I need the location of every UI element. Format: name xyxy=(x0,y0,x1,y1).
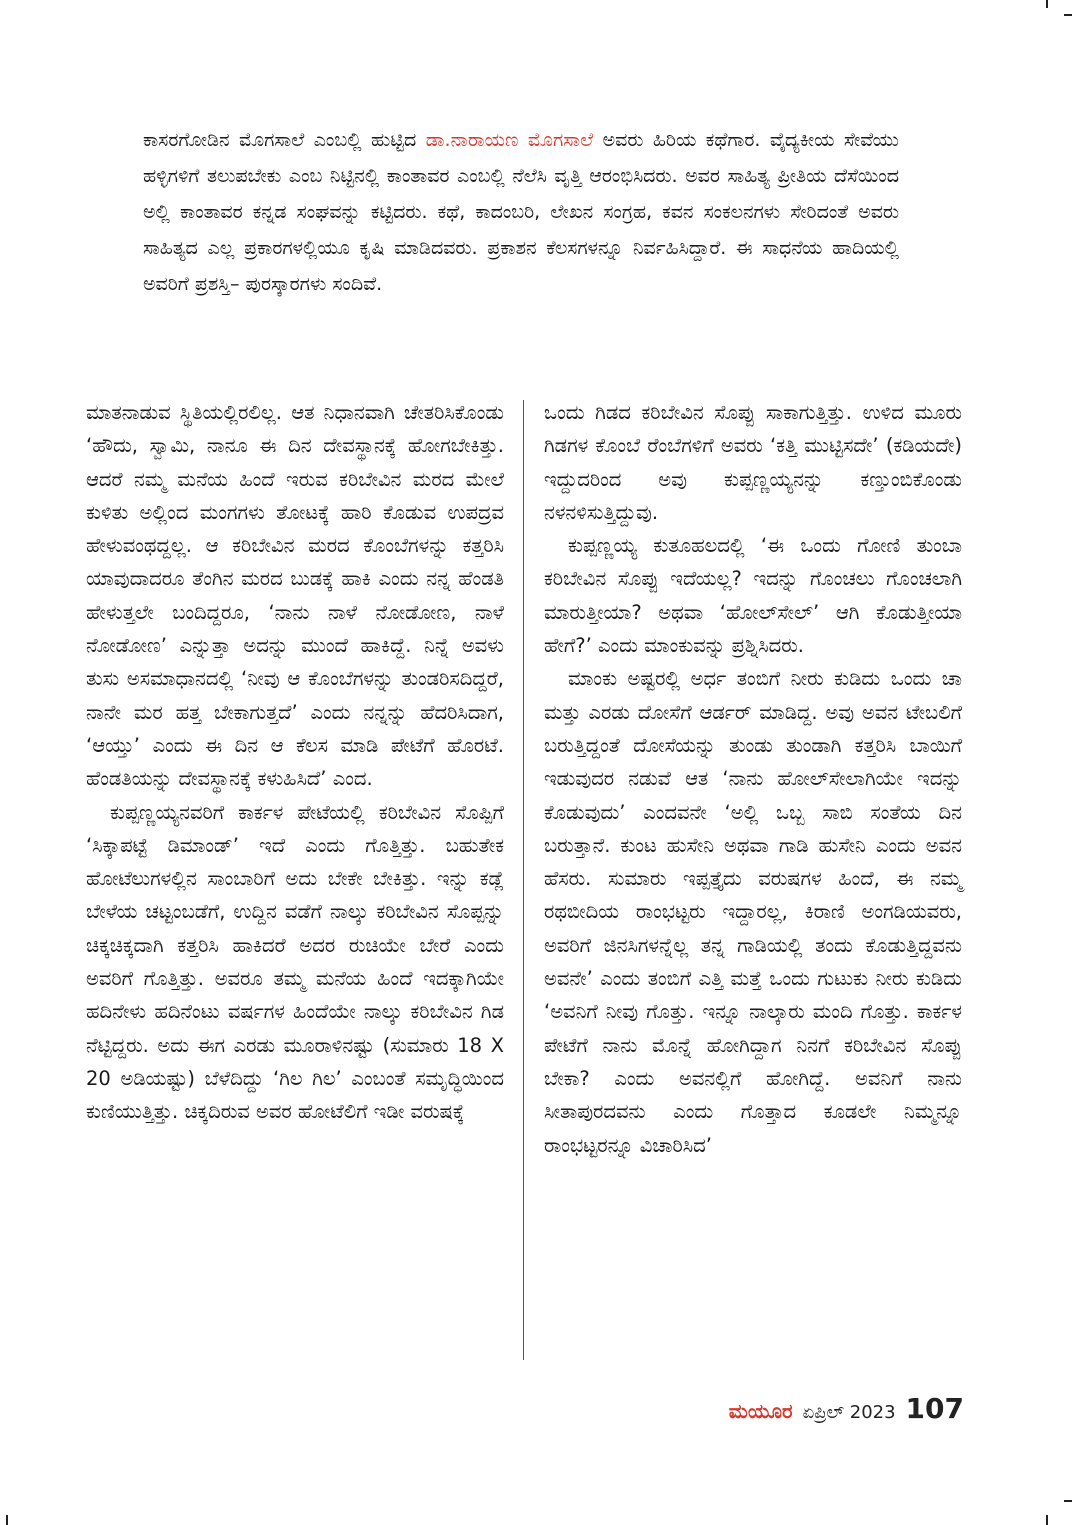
crop-mark-bottom-left xyxy=(6,1515,8,1525)
issue-date: ಏಪ್ರಿಲ್ 2023 xyxy=(802,1402,896,1423)
author-name: ಡಾ.ನಾರಾಯಣ ಮೊಗಸಾಲೆ xyxy=(425,129,594,151)
column-divider xyxy=(523,400,524,1360)
crop-mark-top-right xyxy=(1046,0,1048,8)
paragraph: ಕುಪ್ಪಣ್ಣಯ್ಯ ಕುತೂಹಲದಲ್ಲಿ ‘ಈ ಒಂದು ಗೋಣಿ ತುಂಬಾ ಕರಿಬೇವಿನ ಸೊಪ್ಪು ಇದೆಯಲ್ಲ? ಇದನ್ನು ಗೊಂಚಲು ಗೊಂಚಲಾಗಿ ಮಾರುತ್ತೀಯಾ? ಅಥವಾ ‘ಹೋಲ್‌ಸೇಲ್’ ಆಗಿ ಕೊಡುತ್ತೀಯಾ ಹೇಗೆ?’ ಎಂದು ಮಾಂಕುವನ್ನು ಪ್ರಶ್ನಿಸಿದರು. xyxy=(544,534,962,658)
paragraph: ಮಾಂಕು ಅಷ್ಟರಲ್ಲಿ ಅರ್ಧ ತಂಬಿಗೆ ನೀರು ಕುಡಿದು ಒಂದು ಚಾ ಮತ್ತು ಎರಡು ದೋಸೆಗೆ ಆರ್ಡರ್ ಮಾಡಿದ್ದ. ಅವು ಅವನ ಟೇಬಲಿಗೆ ಬರುತ್ತಿದ್ದಂತೆ ದೋಸೆಯನ್ನು ತುಂಡು ತುಂಡಾಗಿ ಕತ್ತರಿಸಿ ಬಾಯಿಗೆ ಇಡುವುದರ ನಡುವೆ ಆತ ‘ನಾನು ಹೋಲ್‌ಸೇಲಾಗಿಯೇ ಇದನ್ನು ಕೊಡುವುದು’ ಎಂದವನೇ ‘ಅಲ್ಲಿ ಒಬ್ಬ ಸಾಬಿ ಸಂತೆಯ ದಿನ ಬರುತ್ತಾನೆ. ಕುಂಟ ಹುಸೇನಿ ಅಥವಾ ಗಾಡಿ ಹುಸೇನಿ ಎಂದು ಅವನ ಹೆಸರು. ಸುಮಾರು ಇಪ್ಪತ್ತೈದು ವರುಷಗಳ ಹಿಂದೆ, ಈ ನಮ್ಮ ರಥಬೀದಿಯ ರಾಂಭಟ್ಟರು ಇದ್ದಾರಲ್ಲ, ಕಿರಾಣಿ ಅಂಗಡಿಯವರು, ಅವರಿಗೆ ಜಿನಸಿಗಳನ್ನೆಲ್ಲ ತನ್ನ ಗಾಡಿಯಲ್ಲಿ ತಂದು ಕೊಡುತ್ತಿದ್ದವನು ಅವನೇ’ ಎಂದು ತಂಬಿಗೆ ಎತ್ತಿ ಮತ್ತೆ ಒಂದು ಗುಟುಕು ನೀರು ಕುಡಿದು ‘ಅವನಿಗೆ ನೀವು ಗೊತ್ತು. ಇನ್ನೂ ನಾಲ್ಕಾರು ಮಂದಿ ಗೊತ್ತು. ಕಾರ್ಕಳ ಪೇಟೆಗೆ ನಾನು ಮೊನ್ನೆ ಹೋಗಿದ್ದಾಗ ನಿನಗೆ ಕರಿಬೇವಿನ ಸೊಪ್ಪು ಬೇಕಾ? ಎಂದು ಅವನಲ್ಲಿಗೆ ಹೋಗಿದ್ದೆ. ಅವನಿಗೆ ನಾನು ಸೀತಾಪುರದವನು ಎಂದು ಗೊತ್ತಾದ ಕೂಡಲೇ ನಿಮ್ಮನ್ನೂ ರಾಂಭಟ್ಟರನ್ನೂ ವಿಚಾರಿಸಿದ’ xyxy=(544,667,962,1157)
magazine-logo: ಮಯೂರ xyxy=(728,1399,793,1423)
page-number: 107 xyxy=(905,1392,964,1425)
right-column xyxy=(544,396,962,1162)
crop-mark-right-lower xyxy=(1064,1500,1072,1502)
paragraph: ಮಾತನಾಡುವ ಸ್ಥಿತಿಯಲ್ಲಿರಲಿಲ್ಲ. ಆತ ನಿಧಾನವಾಗಿ ಚೇತರಿಸಿಕೊಂಡು ‘ಹೌದು, ಸ್ವಾಮಿ, ನಾನೂ ಈ ದಿನ ದೇವಸ್ಥಾನಕ್ಕೆ ಹೋಗಬೇಕಿತ್ತು. ಆದರೆ ನಮ್ಮ ಮನೆಯ ಹಿಂದೆ ಇರುವ ಕರಿಬೇವಿನ ಮರದ ಮೇಲೆ ಕುಳಿತು ಅಲ್ಲಿಂದ ಮಂಗಗಳು ತೋಟಕ್ಕೆ ಹಾರಿ ಕೊಡುವ ಉಪದ್ರವ ಹೇಳುವಂಥದ್ದಲ್ಲ. ಆ ಕರಿಬೇವಿನ ಮರದ ಕೊಂಬೆಗಳನ್ನು ಕತ್ತರಿಸಿ ಯಾವುದಾದರೂ ತೆಂಗಿನ ಮರದ ಬುಡಕ್ಕೆ ಹಾಕಿ ಎಂದು ನನ್ನ ಹೆಂಡತಿ ಹೇಳುತ್ತಲೇ ಬಂದಿದ್ದರೂ, ‘ನಾನು ನಾಳೆ ನೋಡೋಣ, ನಾಳೆ ನೋಡೋಣ’ ಎನ್ನುತ್ತಾ ಅದನ್ನು ಮುಂದೆ ಹಾಕಿದ್ದೆ. ನಿನ್ನೆ ಅವಳು ತುಸು ಅಸಮಾಧಾನದಲ್ಲಿ ‘ನೀವು ಆ ಕೊಂಬೆಗಳನ್ನು ತುಂಡರಿಸದಿದ್ದರೆ, ನಾನೇ ಮರ ಹತ್ತ ಬೇಕಾಗುತ್ತದೆ’ ಎಂದು ನನ್ನನ್ನು ಹೆದರಿಸಿದಾಗ, ‘ಆಯ್ತು’ ಎಂದು ಈ ದಿನ ಆ ಕೆಲಸ ಮಾಡಿ ಪೇಟೆಗೆ ಹೊರಟೆ. ಹೆಂಡತಿಯನ್ನು ದೇವಸ್ಥಾನಕ್ಕೆ ಕಳುಹಿಸಿದೆ’ ಎಂದ. xyxy=(86,401,504,791)
crop-mark-right-upper xyxy=(1064,14,1072,16)
paragraph: ಒಂದು ಗಿಡದ ಕರಿಬೇವಿನ ಸೊಪ್ಪು ಸಾಕಾಗುತ್ತಿತ್ತು. ಉಳಿದ ಮೂರು ಗಿಡಗಳ ಕೊಂಬೆ ರೆಂಬೆಗಳಿಗೆ ಅವರು ‘ಕತ್ತಿ ಮುಟ್ಟಿಸದೇ’ (ಕಡಿಯದೇ) ಇದ್ದುದರಿಂದ ಅವು ಕುಪ್ಪಣ್ಣಯ್ಯನನ್ನು ಕಣ್ತುಂಬಿಕೊಂಡು ನಳನಳಿಸುತ್ತಿದ್ದುವು. xyxy=(544,401,962,524)
crop-mark-bottom-right xyxy=(1046,1515,1048,1525)
bio-body: ಅವರು ಹಿರಿಯ ಕಥೆಗಾರ. ವೈದ್ಯಕೀಯ ಸೇವೆಯು ಹಳ್ಳಿಗಳಿಗೆ ತಲುಪಬೇಕು ಎಂಬ ನಿಟ್ಟಿನಲ್ಲಿ ಕಾಂತಾವರ ಎಂಬಲ್ಲಿ ನೆಲೆಸಿ ವೃತ್ತಿ ಆರಂಭಿಸಿದರು. ಅವರ ಸಾಹಿತ್ಯ ಪ್ರೀತಿಯ ದೆಸೆಯಿಂದ ಅಲ್ಲಿ ಕಾಂತಾವರ ಕನ್ನಡ ಸಂಘವನ್ನು ಕಟ್ಟಿದರು. ಕಥೆ, ಕಾದಂಬರಿ, ಲೇಖನ ಸಂಗ್ರಹ, ಕವನ ಸಂಕಲನಗಳು ಸೇರಿದಂತೆ ಅವರು ಸಾಹಿತ್ಯದ ಎಲ್ಲ ಪ್ರಕಾರಗಳಲ್ಲಿಯೂ ಕೃಷಿ ಮಾಡಿದವರು. ಪ್ರಕಾಶನ ಕೆಲಸಗಳನ್ನೂ ನಿರ್ವಹಿಸಿದ್ದಾರೆ. ಈ ಸಾಧನೆಯ ಹಾದಿಯಲ್ಲಿ ಅವರಿಗೆ ಪ್ರಶಸ್ತಿ– ಪುರಸ್ಕಾರಗಳು ಸಂದಿವೆ. xyxy=(143,129,899,295)
page-footer xyxy=(729,1392,964,1425)
bio-intro: ಕಾಸರಗೋಡಿನ ಮೊಗಸಾಲೆ ಎಂಬಲ್ಲಿ ಹುಟ್ಟಿದ xyxy=(143,129,426,151)
left-column xyxy=(86,396,504,1129)
paragraph: ಕುಪ್ಪಣ್ಣಯ್ಯನವರಿಗೆ ಕಾರ್ಕಳ ಪೇಟೆಯಲ್ಲಿ ಕರಿಬೇವಿನ ಸೊಪ್ಪಿಗೆ ‘ಸಿಕ್ಕಾಪಟ್ಟೆ ಡಿಮಾಂಡ್’ ಇದೆ ಎಂದು ಗೊತ್ತಿತ್ತು. ಬಹುತೇಕ ಹೋಟೆಲುಗಳಲ್ಲಿನ ಸಾಂಬಾರಿಗೆ ಅದು ಬೇಕೇ ಬೇಕಿತ್ತು. ಇನ್ನು ಕಡ್ಲೆ ಬೇಳೆಯ ಚಟ್ಟಂಬಡೆಗೆ, ಉದ್ದಿನ ವಡೆಗೆ ನಾಲ್ಕು ಕರಿಬೇವಿನ ಸೊಪ್ಪನ್ನು ಚಿಕ್ಕಚಿಕ್ಕದಾಗಿ ಕತ್ತರಿಸಿ ಹಾಕಿದರೆ ಅದರ ರುಚಿಯೇ ಬೇರೆ ಎಂದು ಅವರಿಗೆ ಗೊತ್ತಿತ್ತು. ಅವರೂ ತಮ್ಮ ಮನೆಯ ಹಿಂದೆ ಇದಕ್ಕಾಗಿಯೇ ಹದಿನೇಳು ಹದಿನೆಂಟು ವರ್ಷಗಳ ಹಿಂದೆಯೇ ನಾಲ್ಕು ಕರಿಬೇವಿನ ಗಿಡ ನೆಟ್ಟಿದ್ದರು. ಅದು ಈಗ ಎರಡು ಮೂರಾಳಿನಷ್ಟು (ಸುಮಾರು 18 X 20 ಅಡಿಯಷ್ಟು) ಬೆಳೆದಿದ್ದು ‘ಗಿಲ ಗಿಲ’ ಎಂಬಂತೆ ಸಮೃದ್ಧಿಯಿಂದ ಕುಣಿಯುತ್ತಿತ್ತು. ಚಿಕ್ಕದಿರುವ ಅವರ ಹೋಟೆಲಿಗೆ ಇಡೀ ವರುಷಕ್ಕೆ xyxy=(86,800,504,1124)
author-bio xyxy=(143,122,899,302)
